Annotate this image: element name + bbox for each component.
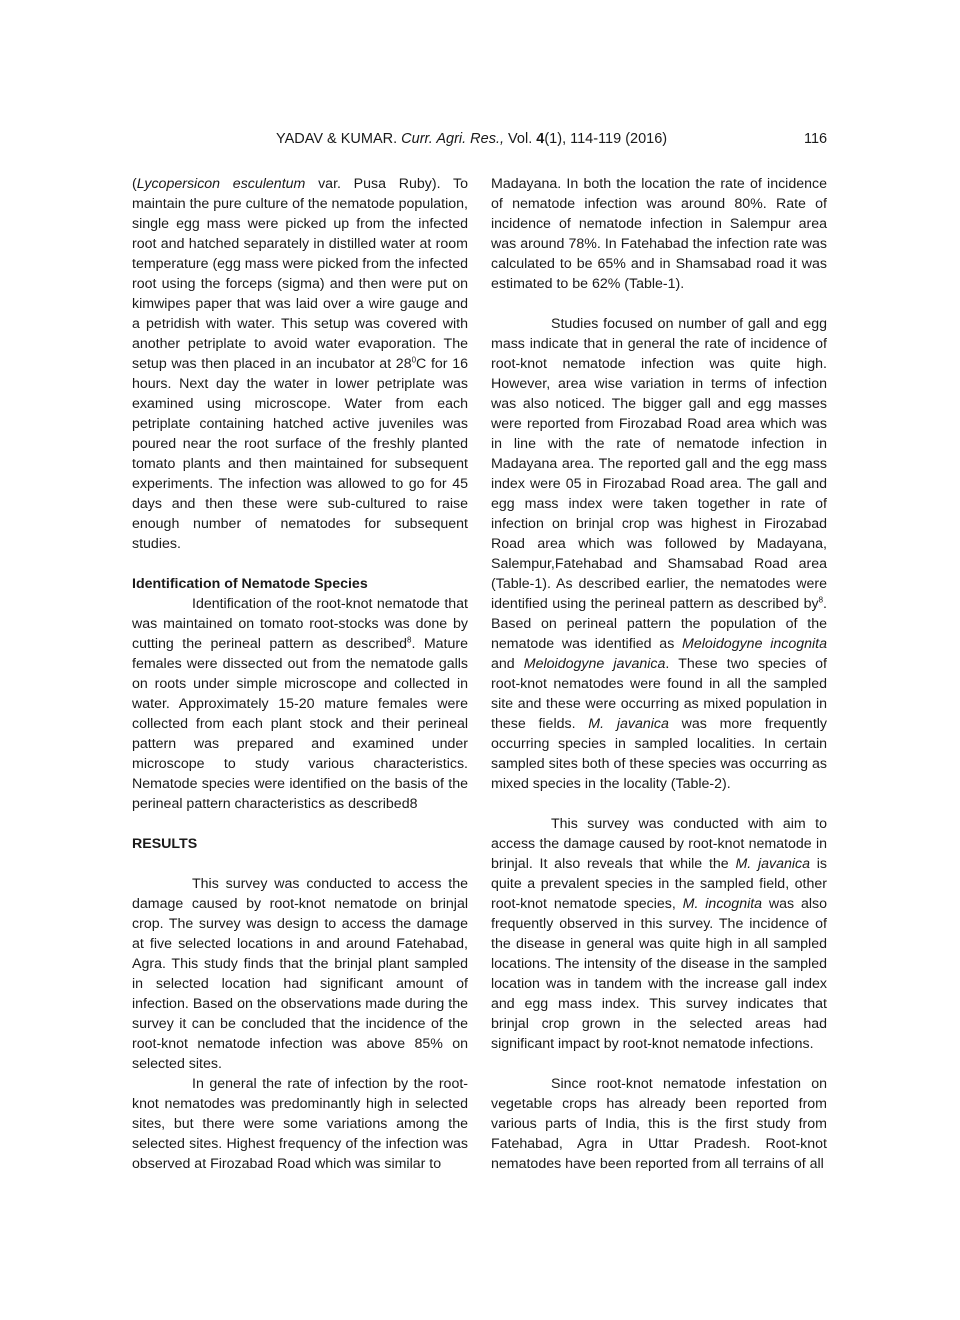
species-name-italic: M. javanica: [735, 856, 811, 872]
right-p2-text-c: and: [491, 656, 524, 672]
section-heading-results: RESULTS: [132, 836, 198, 852]
species-name-italic: Meloidogyne incognita: [682, 636, 827, 652]
left-paragraph-3: This survey was conducted to access the damage caused by root-knot nematode on brinjal crop. The survey was design to access the damage at five selected locations in and around Fatehabad, Agra. This study finds that the brinjal plant sampled in selected location had significant amount of infection. Based on the observations made during the survey it can be concluded that the incidence of the root-knot nematode infection was above 85% on selected sites.: [132, 876, 468, 1072]
left-paragraph-4: In general the rate of infection by the root-knot nematodes was predominantly high in selected sites, but there were some variations among the selected sites. Highest frequency of the infection was observed at Firozabad Road which was similar to: [132, 1076, 468, 1172]
degree-superscript: 0: [411, 355, 417, 365]
header-citation: [276, 129, 667, 149]
page-number: 116: [804, 131, 828, 147]
right-paragraph-1: Madayana. In both the location the rate of incidence of nematode infection was around 80%. Rate of incidence of nematode infection in Salempur area was around 78%. In Fatehabad the infection rate was calculated to be 65% and in Shamsabad road it was estimated to be 62% (Table-1).: [491, 176, 827, 292]
right-p2-text-b: . Based on perineal pattern the population of the nematode was identified as: [491, 596, 827, 652]
right-p2-text-d: . These two species of root-knot nematodes were found in all the sampled site and these were occurring as mixed population in these fields.: [491, 656, 827, 732]
section-heading-identification: Identification of Nematode Species: [132, 576, 368, 592]
header-volume-number: 4: [536, 131, 545, 147]
header-journal: Curr. Agri. Res.,: [401, 131, 505, 147]
left-p2-text-b: . Mature females were dissected out from the nematode galls on roots under simple microscope and collected in water. Approximately 15-20 mature females were collected from each plant stock and their perineal pattern was prepared and examined under microscope to study various characteristics. Nematode species were identified on the basis of the perineal pattern characteristics as described8: [132, 636, 468, 812]
species-name-italic: Lycopersicon esculentum: [136, 176, 306, 192]
right-paragraph-4: Since root-knot nematode infestation on vegetable crops has already been reported from various parts of India, this is the first study from Fatehabad, Agra in Uttar Pradesh. Root-knot nematodes have been reported from all terrains of all: [491, 1076, 827, 1172]
reference-superscript: 8: [818, 595, 824, 605]
left-paragraph-1: (Lycopersicon esculentum var. Pusa Ruby). To maintain the pure culture of the nematode population, single egg mass were picked up from the infected root and hatched separately in distilled water at room temperature (egg mass were picked from the infected root using the forceps (sigma) and then were put on kimwipes paper that was laid over a wire gauge and a petridish with water. This setup was covered with another petriplate to avoid water evaporation. The setup was then placed in an incubator at $28^0C$ for 16 hours. Next day the water in lower petriplate was examined using microscope. Water from each petriplate containing hatched active juveniles was poured near the root surface of the freshly planted tomato plants and then maintained for subsequent experiments. The infection was allowed to go for 45 days and then these were sub-cultured to raise enough number of nematodes for subsequent studies.: [132, 176, 468, 552]
left-column: [132, 174, 468, 1174]
left-paragraph-2: [132, 594, 468, 814]
header-volume-label: Vol.: [504, 131, 537, 147]
header-issue-pages: (1), 114-119 (2016): [544, 131, 668, 147]
right-paragraph-3: [491, 814, 827, 1054]
right-p2-text-e: was more frequently occurring species in sampled localities. In certain sampled sites both of these species was occurring as mixed species in the locality (Table-2).: [491, 716, 828, 792]
right-p3-text-b: is quite a prevalent species in the sampled field, other root-knot nematode species,: [491, 856, 828, 912]
right-p2-text-a: Studies focused on number of gall and egg mass indicate that in general the rate of incidence of root-knot nematode infection was quite high. However, area wise variation in terms of infection was also noticed. The bigger gall and egg masses were reported from Firozabad Road area which was in line with the rate of nematode infection in Madayana area. The reported gall and the egg mass index were 05 in Firozabad Road area. The gall and egg mass index were taken together in rate of infection on brinjal crop was highest in Firozabad Road area which was followed by Madayana, Salempur,Fatehabad and Shamsabad Road area (Table-1). As described earlier, the nematodes were identified using the perineal pattern as described by: [491, 316, 827, 612]
left-p1-text-b: C for 16 hours. Next day the water in lower petriplate was examined using microscope. Water from each petriplate containing hatched active juveniles was poured near the root surface of the freshly planted tomato plants and then maintained for subsequent experiments. The infection was allowed to go for 45 days and then these were sub-cultured to raise enough number of nematodes for subsequent studies.: [132, 356, 468, 552]
species-name-italic: M. javanica: [588, 716, 669, 732]
species-name-italic: Meloidogyne javanica: [523, 656, 666, 672]
left-p1-text-a: var. Pusa Ruby). To maintain the pure culture of the nematode population, single egg mass were picked up from the infected root and hatched separately in distilled water at room temperature (egg mass were picked from the infected root using the forceps (sigma) and then were put on kimwipes paper that was laid over a wire gauge and a petridish with water. This setup was covered with another petriplate to avoid water evaporation. The setup was then placed in an incubator at 28: [132, 176, 468, 372]
header-authors: YADAV & KUMAR.: [276, 131, 402, 147]
running-header: [0, 129, 960, 149]
right-p3-text-a: This survey was conducted with aim to access the damage caused by root-knot nematode in brinjal. It also reveals that while the: [491, 816, 827, 872]
right-column: [491, 174, 827, 1174]
reference-superscript: 8: [406, 635, 412, 645]
species-name-italic: M. incognita: [682, 896, 763, 912]
right-paragraph-2: [491, 314, 827, 794]
right-p3-text-c: was also frequently observed in this survey. The incidence of the disease in general was quite high in all sampled locations. The intensity of the disease in the sampled location was in tandem with the increase gall index and egg mass index. This survey indicates that brinjal crop grown in the selected areas had significant impact by root-knot nematode infections.: [491, 896, 828, 1052]
left-p2-text-a: Identification of the root-knot nematode that was maintained on tomato root-stocks was done by cutting the perineal pattern as described: [132, 596, 468, 652]
